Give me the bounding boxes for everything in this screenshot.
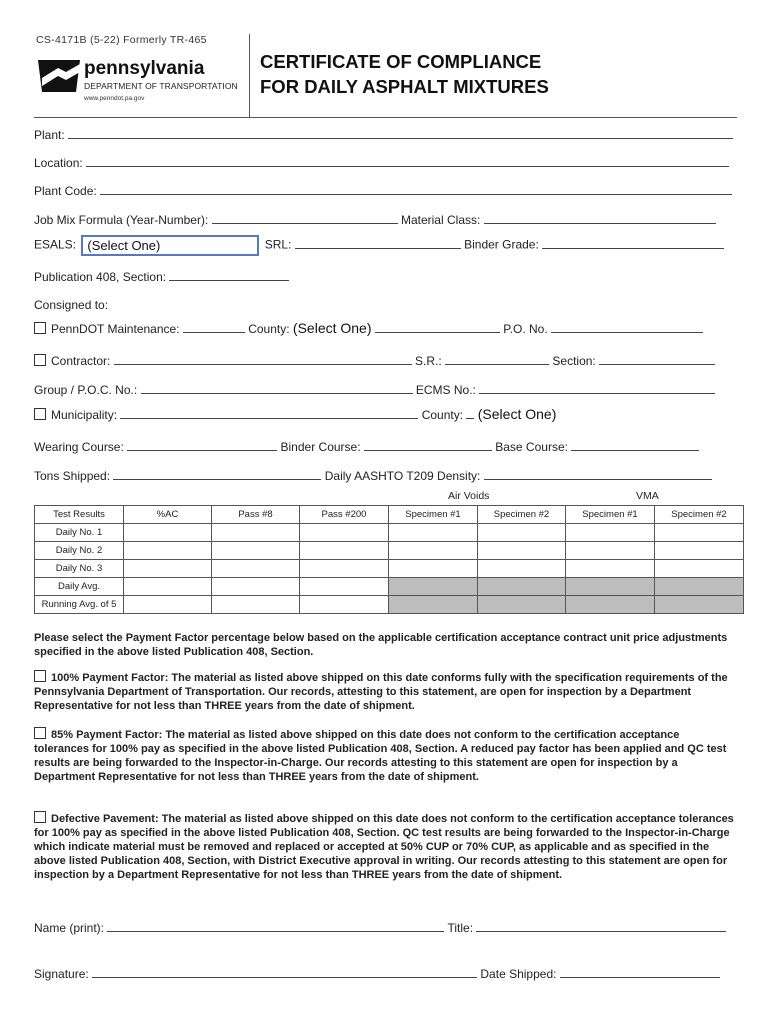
penndot-maintenance-label: PennDOT Maintenance: — [51, 322, 180, 336]
penndot-logo — [36, 52, 236, 110]
county2-underline — [466, 407, 474, 419]
row-label: Daily No. 1 — [35, 524, 124, 542]
publication-label: Publication 408, Section: — [34, 270, 167, 284]
row-label: Daily No. 3 — [35, 560, 124, 578]
table-header-cell: Pass #8 — [212, 506, 300, 524]
title-line-1: CERTIFICATE OF COMPLIANCE — [260, 51, 542, 72]
table-cell[interactable] — [124, 578, 212, 596]
table-cell[interactable] — [478, 578, 566, 596]
table-cell[interactable] — [478, 524, 566, 542]
table-cell[interactable] — [300, 560, 389, 578]
ecms-label: ECMS No.: — [415, 383, 476, 397]
municipality-row — [34, 406, 556, 422]
table-cell[interactable] — [212, 542, 300, 560]
table-cell[interactable] — [212, 596, 300, 614]
table-cell[interactable] — [389, 596, 478, 614]
municipality-field[interactable] — [120, 407, 418, 419]
option-85-checkbox[interactable] — [34, 727, 46, 739]
location-row — [34, 155, 729, 170]
keystone-logo-icon — [36, 56, 82, 96]
table-cell[interactable] — [478, 596, 566, 614]
table-row — [35, 542, 744, 560]
location-field[interactable] — [86, 155, 729, 167]
table-row — [35, 560, 744, 578]
po-field[interactable] — [551, 321, 703, 333]
table-cell[interactable] — [655, 578, 744, 596]
po-label: P.O. No. — [503, 322, 548, 336]
location-label: Location: — [34, 156, 83, 170]
signature-row — [34, 966, 720, 981]
county-select[interactable]: (Select One) — [292, 320, 372, 336]
esals-row — [34, 235, 724, 256]
plant-code-field[interactable] — [100, 183, 732, 195]
ecms-field[interactable] — [479, 382, 715, 394]
date-shipped-field[interactable] — [560, 966, 720, 978]
contractor-label: Contractor: — [51, 354, 111, 368]
plant-label: Plant: — [34, 128, 65, 142]
table-cell[interactable] — [300, 524, 389, 542]
table-header-cell: Specimen #1 — [566, 506, 655, 524]
table-cell[interactable] — [566, 524, 655, 542]
county2-select[interactable]: (Select One) — [477, 406, 557, 422]
table-cell[interactable] — [124, 542, 212, 560]
county2-label: County: — [421, 408, 464, 422]
table-cell[interactable] — [300, 596, 389, 614]
binder-grade-label: Binder Grade: — [464, 237, 539, 252]
density-field[interactable] — [484, 468, 712, 480]
table-cell[interactable] — [389, 524, 478, 542]
table-cell[interactable] — [655, 542, 744, 560]
defective-text: Defective Pavement: The material as listed above shipped on this date does not conform to the certification acceptance tolerances for 100% pay as specified in the above listed Publication 408, Section. QC test results are being forwarded to the Inspector-in-Charge which indicate material must be removed and replaced or accepted at 50% CUP or 70% CUP, as applicable and as specified in the above listed Publication 408, Section, with District Executive approval in writing. Our records attesting to this statement are open for inspection by a Department Representative for not less than THREE years from the date of shipment. — [34, 813, 734, 881]
county-label: County: — [248, 322, 290, 336]
section-label: Section: — [552, 354, 596, 368]
publication-row — [34, 269, 289, 284]
table-header-cell: Specimen #2 — [655, 506, 744, 524]
logo-url: www.penndot.pa.gov — [84, 95, 145, 102]
binder-grade-field[interactable] — [542, 237, 724, 249]
logo-wordmark: pennsylvania — [84, 58, 205, 79]
table-cell[interactable] — [124, 560, 212, 578]
table-cell[interactable] — [300, 578, 389, 596]
table-cell[interactable] — [566, 560, 655, 578]
municipality-checkbox[interactable] — [34, 408, 46, 420]
penndot-maintenance-field[interactable] — [183, 321, 245, 333]
option-85-block — [34, 727, 736, 784]
srl-field[interactable] — [295, 237, 461, 249]
binder-course-field[interactable] — [364, 439, 492, 451]
name-field[interactable] — [107, 920, 444, 932]
plant-row — [34, 127, 733, 142]
job-mix-row — [34, 212, 716, 227]
binder-course-label: Binder Course: — [280, 440, 361, 454]
payment-intro: Please select the Payment Factor percentage below based on the applicable certification acceptance contract unit price adjustments specified in the above listed Publication 408, Section. — [34, 632, 728, 658]
table-header-cell: Test Results — [35, 506, 124, 524]
option-100-block — [34, 670, 736, 713]
wearing-course-field[interactable] — [127, 439, 277, 451]
vma-group-label: VMA — [636, 490, 659, 502]
plant-field[interactable] — [68, 127, 733, 139]
sr-label: S.R.: — [415, 354, 442, 368]
course-row — [34, 439, 699, 454]
contractor-row — [34, 353, 715, 368]
row-label: Running Avg. of 5 — [35, 596, 124, 614]
material-class-field[interactable] — [484, 212, 716, 224]
table-cell[interactable] — [124, 596, 212, 614]
esals-select[interactable]: (Select One) — [81, 235, 259, 256]
wearing-course-label: Wearing Course: — [34, 440, 124, 454]
table-header-row — [35, 506, 744, 524]
defective-block — [34, 811, 736, 882]
title-line-2: FOR DAILY ASPHALT MIXTURES — [260, 76, 549, 97]
group-row — [34, 382, 715, 397]
test-results-table — [34, 505, 744, 614]
signature-label: Signature: — [34, 967, 89, 981]
table-cell[interactable] — [389, 542, 478, 560]
option-85-text: 85% Payment Factor: The material as listed above shipped on this date does not conform to the certification acceptance tolerances for 100% pay as specified in the above listed Publication 408, Section. A reduced pay factor has been applied and QC test results are being forwarded to the Inspector-in-Charge. Our records attesting to this statement are open for inspection by a Department Representative for not less than THREE years from the date of shipment. — [34, 729, 727, 783]
table-cell[interactable] — [212, 524, 300, 542]
penndot-row — [34, 320, 703, 336]
base-course-label: Base Course: — [495, 440, 568, 454]
title-label: Title: — [447, 921, 474, 935]
table-row — [35, 524, 744, 542]
option-100-checkbox[interactable] — [34, 670, 46, 682]
table-cell[interactable] — [389, 560, 478, 578]
table-cell[interactable] — [655, 560, 744, 578]
sr-field[interactable] — [445, 353, 549, 365]
table-cell[interactable] — [300, 542, 389, 560]
plant-code-row — [34, 183, 732, 198]
penndot-maintenance-checkbox[interactable] — [34, 322, 46, 334]
material-class-label: Material Class: — [400, 213, 481, 227]
row-label: Daily Avg. — [35, 578, 124, 596]
contractor-checkbox[interactable] — [34, 354, 46, 366]
table-cell[interactable] — [655, 524, 744, 542]
tons-shipped-field[interactable] — [113, 468, 321, 480]
table-cell[interactable] — [566, 596, 655, 614]
tons-row — [34, 468, 712, 483]
air-voids-group-label: Air Voids — [448, 490, 490, 502]
defective-checkbox[interactable] — [34, 811, 46, 823]
header-vertical-divider — [249, 34, 250, 117]
form-id: CS-4171B (5-22) Formerly TR-465 — [36, 34, 207, 46]
name-label: Name (print): — [34, 921, 105, 935]
table-header-cell: Pass #200 — [300, 506, 389, 524]
job-mix-label: Job Mix Formula (Year-Number): — [34, 213, 209, 227]
row-label: Daily No. 2 — [35, 542, 124, 560]
municipality-label: Municipality: — [51, 408, 118, 422]
contractor-field[interactable] — [114, 353, 412, 365]
table-cell[interactable] — [124, 524, 212, 542]
table-cell[interactable] — [566, 578, 655, 596]
base-course-field[interactable] — [571, 439, 699, 451]
srl-label: SRL: — [264, 237, 292, 252]
table-cell[interactable] — [478, 542, 566, 560]
job-mix-field[interactable] — [212, 212, 398, 224]
publication-field[interactable] — [169, 269, 289, 281]
table-row — [35, 596, 744, 614]
table-header-cell: %AC — [124, 506, 212, 524]
section-field[interactable] — [599, 353, 715, 365]
table-header-cell: Specimen #1 — [389, 506, 478, 524]
table-row — [35, 578, 744, 596]
date-shipped-label: Date Shipped: — [480, 967, 557, 981]
option-100-text: 100% Payment Factor: The material as listed above shipped on this date conforms fully with the specification requirements of the Pennsylvania Department of Transportation. Our records, attesting to this statement, are open for inspection by a Department Representative for not less than THREE years from the date of shipment. — [34, 672, 728, 712]
table-cell[interactable] — [389, 578, 478, 596]
tons-shipped-label: Tons Shipped: — [34, 469, 111, 483]
plant-code-label: Plant Code: — [34, 184, 97, 198]
esals-label: ESALS: — [34, 237, 77, 252]
header-horizontal-divider — [34, 117, 737, 118]
county-field[interactable] — [375, 321, 500, 333]
title-field[interactable] — [476, 920, 726, 932]
table-header-cell: Specimen #2 — [478, 506, 566, 524]
logo-department: DEPARTMENT OF TRANSPORTATION — [84, 81, 238, 91]
table-cell[interactable] — [566, 542, 655, 560]
consigned-label: Consigned to: — [34, 298, 109, 312]
name-row — [34, 920, 726, 935]
page-title — [260, 49, 549, 99]
signature-field[interactable] — [92, 966, 477, 978]
density-label: Daily AASHTO T209 Density: — [324, 469, 481, 483]
group-poc-label: Group / P.O.C. No.: — [34, 383, 138, 397]
table-cell[interactable] — [478, 560, 566, 578]
table-cell[interactable] — [212, 560, 300, 578]
table-cell[interactable] — [655, 596, 744, 614]
table-cell[interactable] — [212, 578, 300, 596]
group-poc-field[interactable] — [141, 382, 413, 394]
